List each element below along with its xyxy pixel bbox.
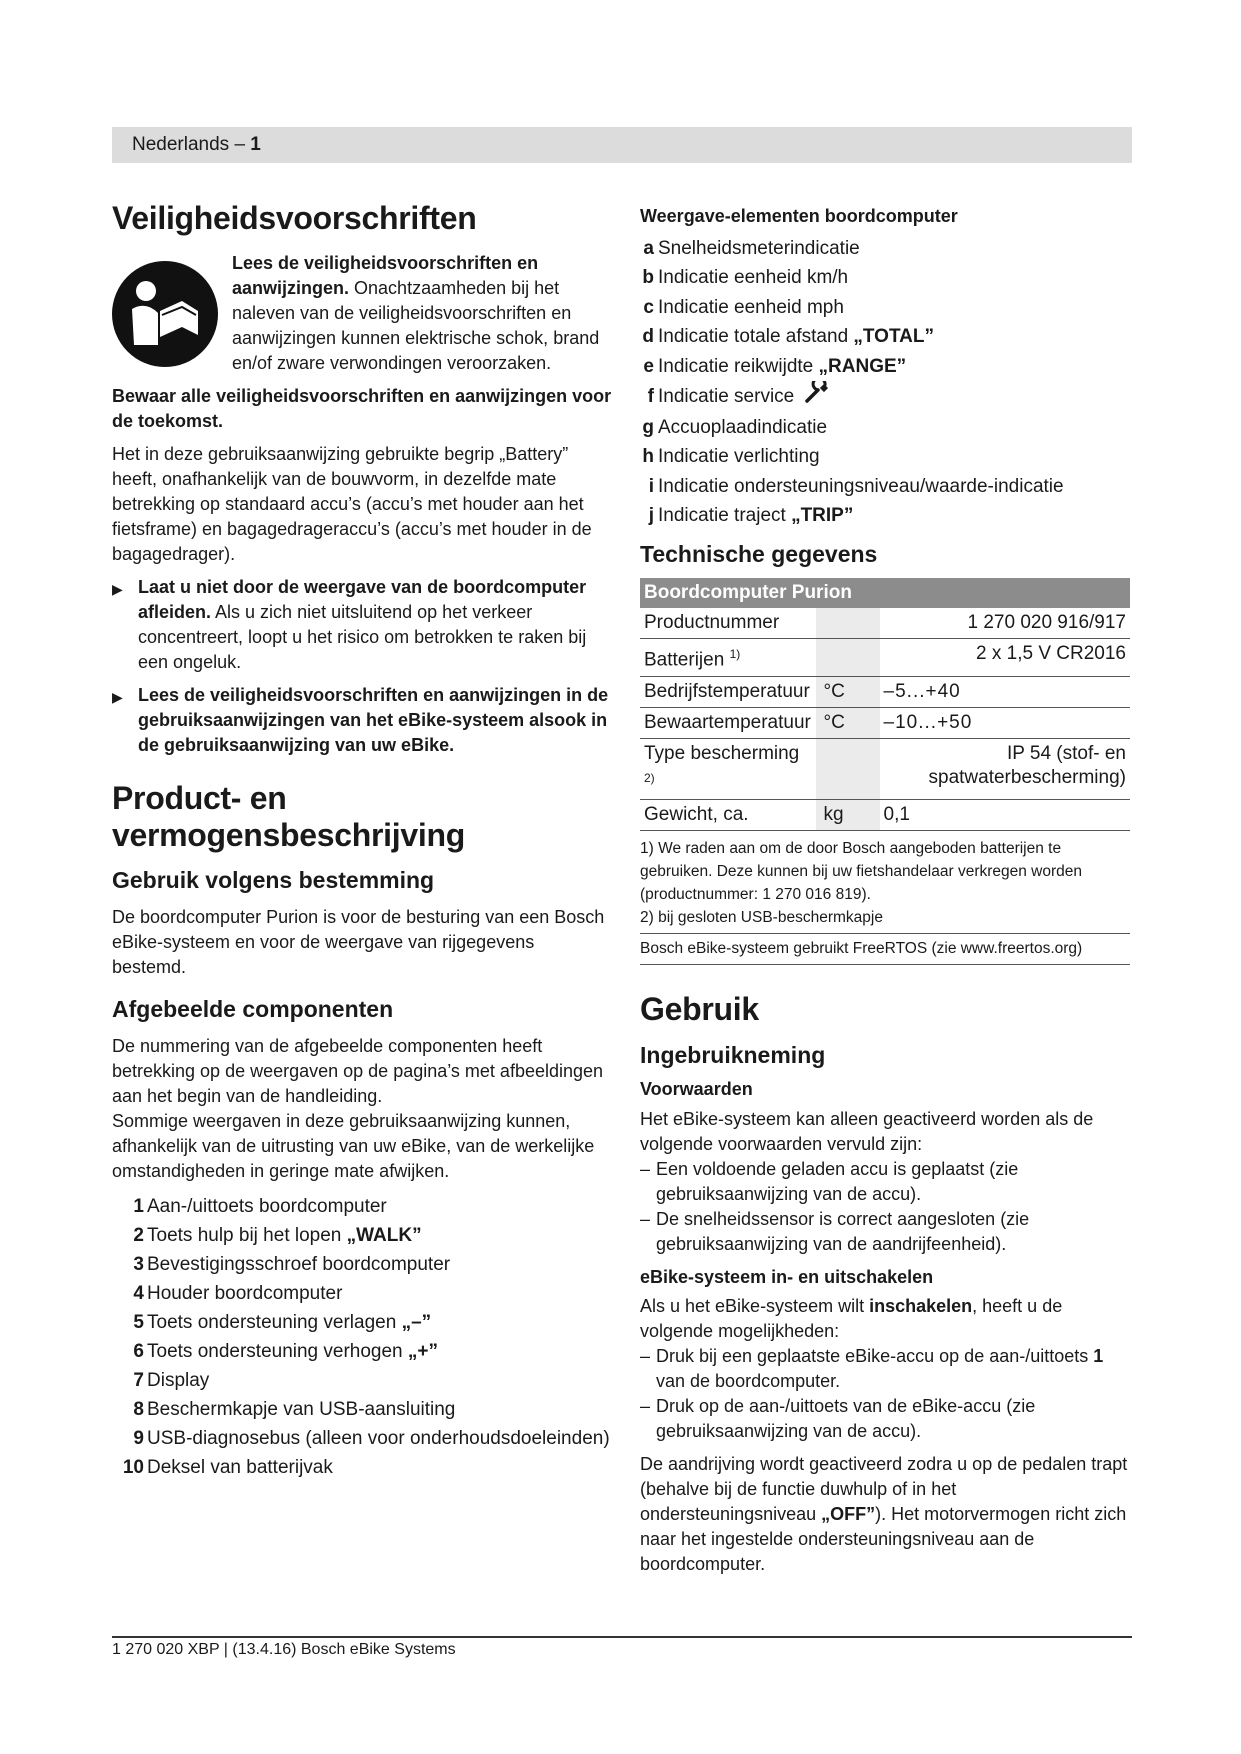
condition-item: – Een voldoende geladen accu is geplaatst (zie gebruiksaanwijzing van de accu). <box>640 1158 1019 1204</box>
battery-definition: Het in deze gebruiksaanwijzing gebruikte begrip „Battery” heeft, onafhankelijk van de bouwvorm, in dezelfde mate betrekking op standaard accu’s (accu’s met houder aan het fietsframe) en bagagedrageraccu’s (accu’s met houder in de bagagedrager). <box>112 443 592 564</box>
page-header <box>112 127 1132 163</box>
drive-text: De aandrijving wordt geactiveerd zodra u op de pedalen trapt (behalve bij de functie duwhulp of in het ondersteuningsniveau „OFF”). Het motorvermogen richt zich naar het ingestelde ondersteuningsniveau aan de boordcomputer. <box>640 1454 1128 1575</box>
bullet-read-manuals: ▶ Lees de veiligheidsvoorschriften en aanwijzingen in de gebruiksaanwijzingen van het eBike-systeem alsook in de gebruiksaanwijzing van uw eBike. <box>112 683 612 758</box>
table-row: Gewicht, ca. kg 0,1 <box>640 799 1130 830</box>
heading-voorwaarden: Voorwaarden <box>640 1079 753 1100</box>
heading-display-elements: Weergave-elementen boordcomputer <box>640 206 958 226</box>
display-elements-list <box>640 234 1132 531</box>
page-number: 1 <box>250 134 261 155</box>
list-item: 3 Bevestigingsschroef boordcomputer <box>133 1253 451 1275</box>
list-item: j Indicatie traject „TRIP” <box>648 505 854 527</box>
list-item: c Indicatie eenheid mph <box>643 296 844 318</box>
onoff-item: – Druk bij een geplaatste eBike-accu op de aan-/uittoets 1 van de boordcomputer. <box>640 1346 1104 1392</box>
condition-item: – De snelheidssensor is correct aangesloten (zie gebruiksaanwijzing van de aandrijfeenheid). <box>640 1208 1030 1254</box>
bullet-marker-icon: ▶ <box>112 688 123 705</box>
list-item: e Indicatie reikwijdte „RANGE” <box>643 355 907 377</box>
table-row: Bewaartemperatuur °C –10...+50 <box>640 707 1130 738</box>
list-item: d Indicatie totale afstand „TOTAL” <box>642 326 934 348</box>
table-row: Batterijen $^{1)}$ 2 x 1,5 V CR2016 <box>640 639 1130 676</box>
heading-use: Gebruik volgens bestemming <box>112 867 435 894</box>
components-text-2: Sommige weergaven in deze gebruiksaanwijzing kunnen, afhankelijk van de uitrusting van uw eBike, van de werkelijke omstandigheden in geringe mate afwijken. <box>112 1110 595 1181</box>
list-item: h Indicatie verlichting <box>642 446 820 468</box>
right-column <box>640 206 1132 1585</box>
footer-divider <box>112 1636 1132 1638</box>
list-item: f Indicatie service <box>640 381 1132 413</box>
spec-table-title: Boordcomputer Purion <box>640 578 1130 608</box>
left-column <box>112 200 612 1482</box>
heading-safety: Veiligheidsvoorschriften <box>112 200 477 236</box>
table-row: Type bescherming $^{2)}$ IP 54 (stof- en spatwaterbescherming) <box>640 738 1130 799</box>
heading-technical-data: Technische gegevens <box>640 540 878 567</box>
header-language: Nederlands <box>132 134 230 155</box>
list-item: a Snelheidsmeterindicatie <box>643 237 860 259</box>
table-row: Bedrijfstemperatuur °C –5...+40 <box>640 676 1130 707</box>
list-item: b Indicatie eenheid km/h <box>642 267 849 289</box>
spec-table <box>640 578 1130 831</box>
list-item: g Accuoplaadindicatie <box>642 416 828 438</box>
warning-text: Lees de veiligheidsvoorschriften en aanwijzingen. Onachtzaamheden bij het naleven van de veiligheidsvoorschriften en aanwijzingen kunnen elektrische schok, brand en/of zware verwondingen veroorzaken. <box>232 252 600 373</box>
safety-warning <box>112 251 612 376</box>
use-text: De boordcomputer Purion is voor de besturing van een Bosch eBike-systeem en voor de weergave van rijgegevens bestemd. <box>112 906 605 977</box>
list-item: 9 USB-diagnosebus (alleen voor onderhoudsdoeleinden) <box>133 1427 610 1449</box>
list-item: 1 Aan-/uittoets boordcomputer <box>133 1195 387 1217</box>
bullet-marker-icon: ▶ <box>112 580 123 597</box>
components-text-1: De nummering van de afgebeelde componenten heeft betrekking op de weergaven op de pagina’s met afbeeldingen aan het begin van de handleiding. <box>112 1035 604 1106</box>
heading-components: Afgebeelde componenten <box>112 995 394 1022</box>
heading-gebruik: Gebruik <box>640 990 759 1027</box>
onoff-intro: Als u het eBike-systeem wilt inschakelen, heeft u de volgende mogelijkheden: <box>640 1296 1063 1342</box>
keep-instructions: Bewaar alle veiligheidsvoorschriften en aanwijzingen voor de toekomst. <box>112 385 612 431</box>
spec-footnotes: 1) We raden aan om de door Bosch aangeboden batterijen te gebruiken. Deze kunnen bij uw fietshandelaar verkregen worden (productnummer: 1 270 016 819). 2) bij gesloten USB-beschermkapje Bosch eBike-systeem gebruikt FreeRTOS (zie www.freertos.org) <box>640 837 1130 965</box>
list-item: 4 Houder boordcomputer <box>133 1282 343 1304</box>
wrench-icon <box>804 381 830 413</box>
table-row: Productnummer 1 270 020 916/917 <box>640 608 1130 639</box>
heading-onoff: eBike-systeem in- en uitschakelen <box>640 1266 934 1287</box>
heading-product: Product- en vermogensbeschrijving <box>112 779 465 853</box>
list-item: 8 Beschermkapje van USB-aansluiting <box>133 1398 456 1420</box>
list-item: i Indicatie ondersteuningsniveau/waarde-indicatie <box>648 475 1064 497</box>
conditions-intro: Het eBike-systeem kan alleen geactiveerd worden als de volgende voorwaarden vervuld zijn: <box>640 1108 1094 1154</box>
heading-ingebruikneming: Ingebruikneming <box>640 1041 826 1068</box>
list-item: 7 Display <box>133 1369 210 1391</box>
read-manual-icon <box>112 261 218 367</box>
header-text: Nederlands – 1 <box>132 134 261 155</box>
footer-text: 1 270 020 XBP | (13.4.16) Bosch eBike Systems <box>112 1641 456 1658</box>
onoff-item: – Druk op de aan-/uittoets van de eBike-accu (zie gebruiksaanwijzing van de accu). <box>640 1396 1036 1442</box>
list-item: 6 Toets ondersteuning verhogen „+” <box>133 1340 439 1362</box>
list-item: 10 Deksel van batterijvak <box>122 1456 333 1478</box>
components-list <box>118 1192 612 1482</box>
list-item: 5 Toets ondersteuning verlagen „–” <box>133 1311 432 1333</box>
list-item: 2 Toets hulp bij het lopen „WALK” <box>133 1224 422 1246</box>
bullet-distraction: ▶ Laat u niet door de weergave van de boordcomputer afleiden. Als u zich niet uitsluitend op het verkeer concentreert, loopt u het risico om betrokken te raken bij een ongeluk. <box>112 575 612 675</box>
